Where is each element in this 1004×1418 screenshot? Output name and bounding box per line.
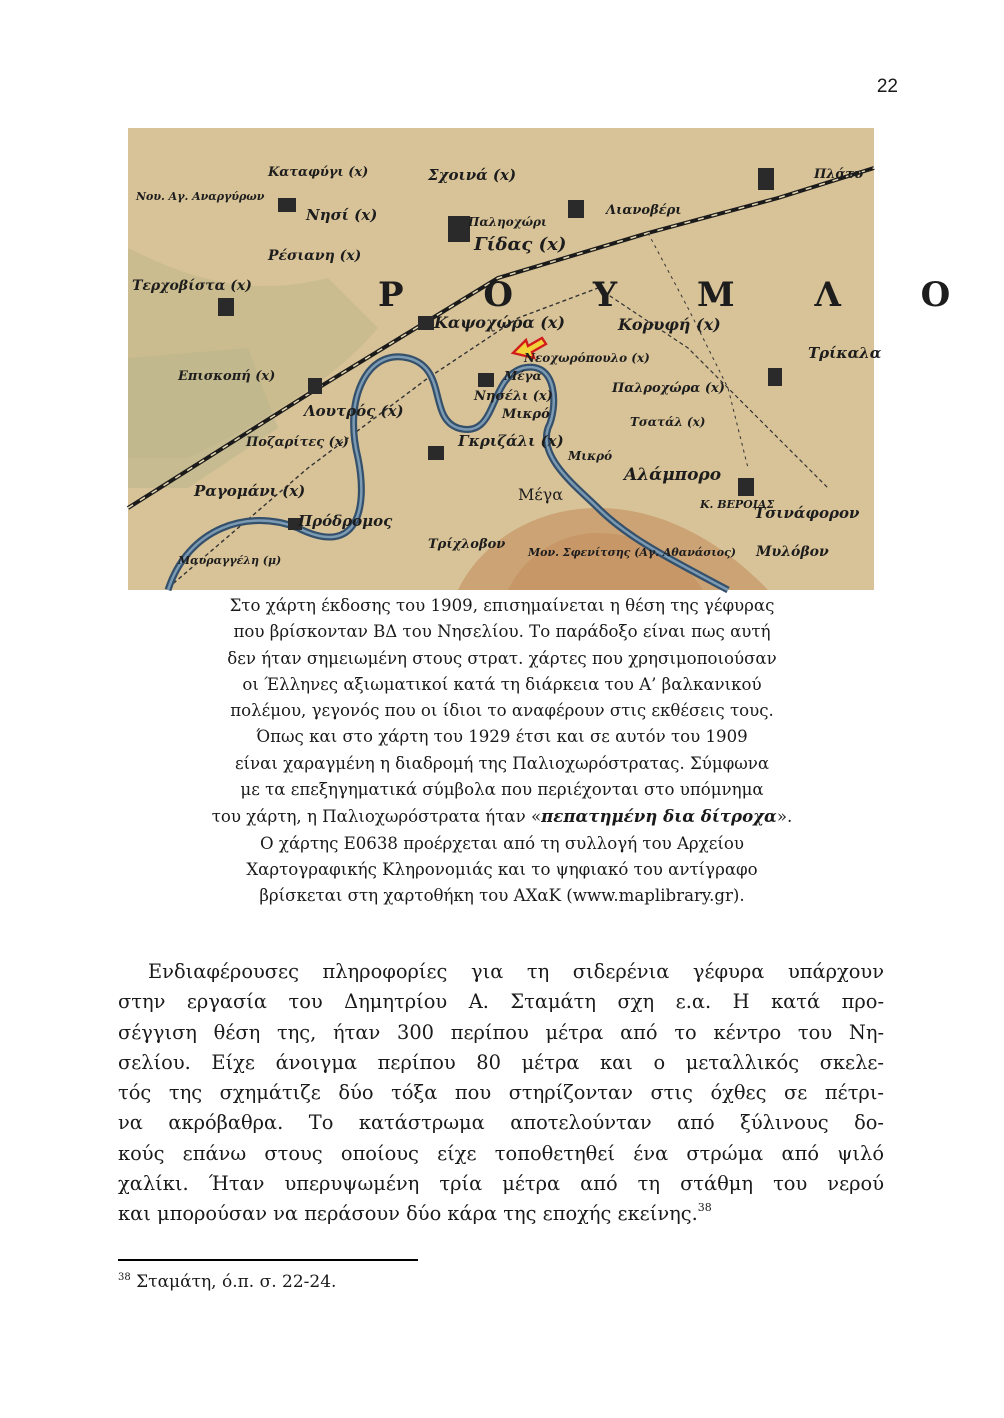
caption-line: με τα επεξηγηματικά σύμβολα που περιέχονται στο υπόμνημα [240, 780, 764, 800]
body-line: τός της σχημάτιζε δύο τόξα που στηρίζονταν στις όχθες σε πέτρι- [118, 1081, 884, 1105]
body-line: κούς επάνω στους οποίους είχε τοποθετηθεί ένα στρώμα από ψιλό [118, 1141, 884, 1165]
map-label-mylovon: Μυλόβον [756, 544, 829, 560]
map-label-neochoropoulo: Νεοχωρόπουλο (x) [524, 351, 650, 365]
caption-line: βρίσκεται στη χαρτοθήκη του ΑΧαΚ (www.maplibrary.gr). [259, 886, 745, 906]
footnote-text: Σταμάτη, ό.π. σ. 22-24. [136, 1272, 337, 1292]
map-label-monsfenitsis: Μον. Σφενίτσης (Αγ. Αθανάσιος) [528, 546, 736, 559]
caption-text: ». [776, 807, 793, 827]
map-label-koryfi: Κορυφή (x) [618, 315, 721, 334]
map-label-loutros: Λουτρός (x) [304, 402, 404, 420]
caption-line: Χαρτογραφικής Κληρονομιάς και το ψηφιακό του αντίγραφο [246, 859, 758, 879]
body-line: σελίου. Είχε άνοιγμα περίπου 80 μέτρα και ο μεταλλικός σκελε- [118, 1050, 884, 1074]
map-label-tsatal: Τσατάλ (x) [630, 415, 706, 429]
historic-map-figure [128, 128, 985, 590]
caption-emphasis: πεπατημένη δια δίτροχα [541, 806, 777, 827]
footnote-number: 38 [118, 1272, 131, 1283]
caption-line: Όπως και στο χάρτη του 1929 έτσι και σε αυτόν του 1909 [256, 727, 748, 747]
caption-line: που βρίσκονταν ΒΔ του Νησελίου. Το παράδοξο είναι πως αυτή [233, 622, 771, 642]
map-image [128, 128, 985, 590]
map-label-trikala: Τρίκαλα [808, 344, 882, 362]
map-label-nov: Νου. Αγ. Αναργύρων [136, 190, 265, 203]
map-label-pozarites: Ποζαρίτες (x) [246, 435, 349, 450]
map-label-nisi: Νησί (x) [306, 206, 378, 224]
map-label-gidas: Γίδας (x) [474, 234, 567, 255]
map-label-kapsochora: Καψοχώρα (x) [434, 313, 565, 332]
map-label-mega: Μέγα [504, 369, 542, 383]
body-text: και μπορούσαν να περάσουν δύο κάρα της εποχής εκείνης. [118, 1202, 698, 1226]
body-line: χαλίκι. Ήταν υπερυψωμένη τρία μέτρα από τη στάθμη του νερού [118, 1172, 884, 1196]
map-label-nisseli: Νησέλι (x) [474, 389, 553, 404]
map-label-episkopi: Επισκοπή (x) [178, 369, 276, 384]
map-label-roumlouki: Ρ Ο Υ Μ Λ Ο [378, 275, 985, 315]
map-label-alampor: Αλάμπορο [624, 465, 722, 485]
map-label-mikro2: Μικρό [568, 449, 613, 463]
map-label-tsinaforon: Τσινάφορον [754, 504, 860, 522]
caption-line: δεν ήταν σημειωμένη στους στρατ. χάρτες που χρησιμοποιούσαν [227, 648, 777, 668]
map-label-gkrizali: Γκριζάλι (x) [458, 432, 564, 450]
map-label-mavrangeli: Μαυραγγέλη (μ) [178, 554, 282, 567]
map-label-kveroias: Κ. ΒΕΡΟΙΑΣ [700, 498, 775, 511]
map-label-mega2: Μέγα [518, 485, 564, 504]
body-line: Ενδιαφέρουσες πληροφορίες για τη σιδερένια γέφυρα υπάρχουν [148, 960, 884, 983]
footnote [118, 1272, 336, 1292]
caption-text: του χάρτη, η Παλιοχωρόστρατα ήταν « [211, 807, 542, 827]
caption-line: είναι χαραγμένη η διαδρομή της Παλιοχωρόστρατας. Σύμφωνα [234, 753, 770, 773]
map-label-katafygi: Καταφύγι (x) [268, 165, 369, 180]
page-number: 22 [876, 76, 898, 97]
caption-line: Ο χάρτης Ε0638 προέρχεται από τη συλλογή του Αρχείου [260, 833, 744, 853]
caption-line: πολέμου, γεγονός που οι ίδιοι το αναφέρουν στις εκθέσεις τους. [230, 701, 774, 721]
map-label-palaiochori: Παληοχώρι [468, 215, 547, 229]
map-label-ragomani: Ραγομάνι (x) [194, 482, 306, 500]
map-label-palrochora: Παλροχώρα (x) [612, 381, 725, 396]
map-label-schoina: Σχοινά (x) [428, 166, 517, 184]
body-paragraph [118, 957, 884, 1230]
map-label-lianoveri: Λιανοβέρι [606, 203, 682, 218]
body-line: στην εργασία του Δημητρίου Α. Σταμάτη σχη ε.α. Η κατά προ- [118, 990, 884, 1014]
footnote-divider [118, 1259, 418, 1261]
map-label-resiani: Ρέσιανη (x) [268, 248, 362, 264]
map-label-prodromos: Πρόδρομος [298, 512, 393, 530]
map-label-terkovista: Τερχοβίστα (x) [132, 278, 252, 294]
body-line-final [118, 1199, 884, 1229]
map-label-mikro: Μικρό [502, 407, 550, 422]
map-label-plati: Πλάτυ [814, 167, 864, 182]
map-label-trichlovon: Τρίχλοβον [428, 537, 506, 552]
caption-line: Στο χάρτη έκδοσης του 1909, επισημαίνεται η θέση της γέφυρας [229, 596, 775, 615]
caption-line: οι Έλληνες αξιωματικοί κατά τη διάρκεια του Α’ βαλκανικού [242, 674, 762, 694]
map-caption [136, 593, 868, 910]
body-line: σέγγιση θέση της, ήταν 300 περίπου μέτρα από το κέντρο του Νη- [118, 1020, 884, 1044]
body-line: να ακρόβαθρα. Το κατάστρωμα αποτελούνταν από ξύλινους δο- [118, 1111, 884, 1135]
caption-emphasis-line [136, 803, 868, 830]
footnote-reference[interactable]: 38 [697, 1201, 712, 1215]
